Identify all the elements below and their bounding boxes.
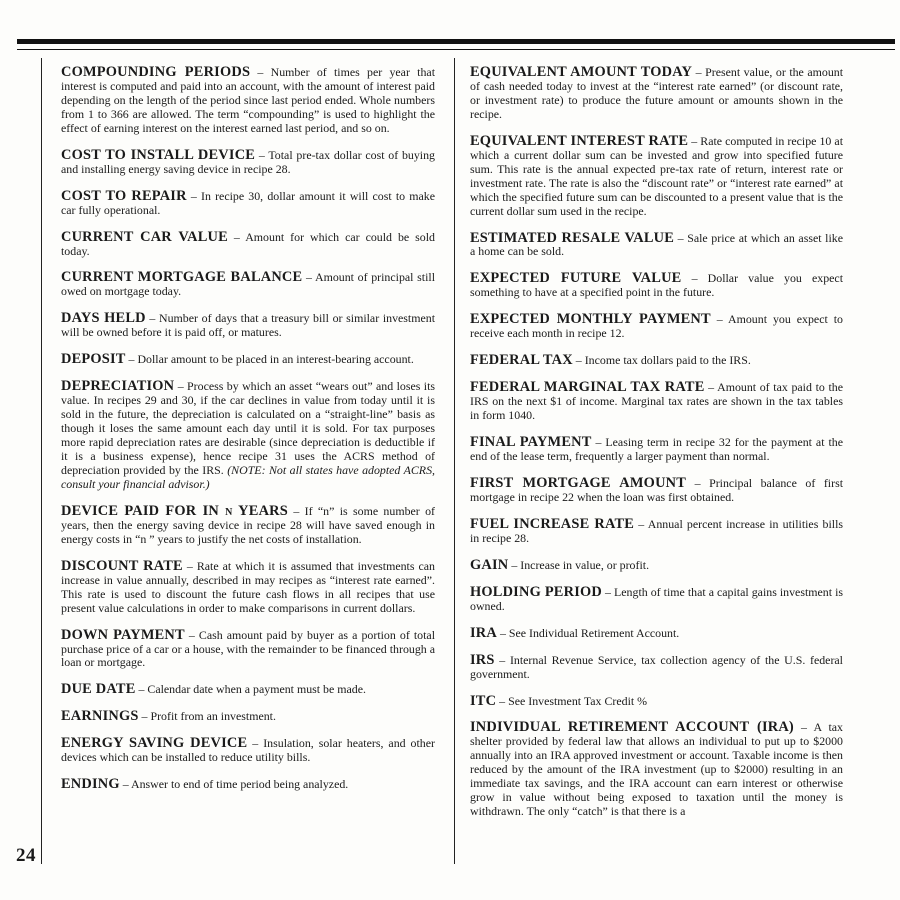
glossary-definition: Increase in value, or profit. bbox=[520, 557, 650, 572]
glossary-entry bbox=[61, 683, 435, 697]
glossary-term: FEDERAL MARGINAL TAX RATE bbox=[470, 379, 705, 396]
glossary-entry bbox=[61, 557, 435, 616]
glossary-definition: Calendar date when a payment must be made. bbox=[147, 682, 366, 697]
term-separator: – bbox=[710, 312, 729, 327]
glossary-term: DUE DATE bbox=[61, 681, 136, 698]
glossary-entry bbox=[61, 66, 435, 136]
glossary-definition: Cash amount paid by buyer as a portion of total purchase price of a car or a house, with the remainder to be financed through a loan or mortgage. bbox=[61, 627, 435, 670]
term-separator: – bbox=[704, 380, 718, 395]
glossary-definition: Income tax dollars paid to the IRS. bbox=[584, 353, 751, 368]
term-separator: – bbox=[125, 352, 138, 367]
term-separator: – bbox=[686, 475, 710, 490]
glossary-entry bbox=[61, 380, 435, 492]
glossary-definition: Amount for which car could be sold today. bbox=[61, 229, 435, 258]
glossary-term: CURRENT CAR VALUE bbox=[61, 228, 228, 245]
glossary-entry bbox=[61, 778, 435, 792]
glossary-entry bbox=[61, 228, 435, 259]
glossary-term: DOWN PAYMENT bbox=[61, 626, 185, 643]
glossary-entry bbox=[470, 229, 843, 260]
glossary-entry bbox=[470, 436, 843, 464]
term-separator: – bbox=[138, 709, 151, 724]
glossary-term: DEPOSIT bbox=[61, 351, 126, 368]
term-separator: – bbox=[145, 311, 160, 326]
glossary-definition: Amount of tax paid to the IRS on the next $1 of income. Marginal tax rates are shown in the tax tables in form 1040. bbox=[470, 380, 844, 423]
glossary-entry bbox=[470, 66, 843, 122]
glossary-definition: In recipe 30, dollar amount it will cost to make car fully operational. bbox=[61, 188, 436, 217]
page-number: 24 bbox=[16, 845, 36, 866]
glossary-definition: Internal Revenue Service, tax collection agency of the U.S. federal government. bbox=[470, 652, 843, 681]
term-separator: – bbox=[692, 65, 706, 79]
glossary-term: EARNINGS bbox=[61, 708, 139, 725]
glossary-term: ENERGY SAVING DEVICE bbox=[61, 735, 248, 752]
glossary-entry bbox=[470, 313, 843, 341]
glossary-entry bbox=[61, 271, 435, 299]
header-rule-thick bbox=[17, 39, 895, 44]
term-separator: – bbox=[496, 693, 509, 708]
glossary-entry bbox=[470, 474, 844, 505]
term-separator: – bbox=[674, 230, 688, 245]
left-glossary-column bbox=[61, 66, 435, 805]
glossary-definition: Profit from an investment. bbox=[150, 709, 276, 724]
glossary-term: FEDERAL TAX bbox=[470, 352, 573, 369]
term-separator: – bbox=[497, 625, 509, 640]
header-rule-thin bbox=[17, 49, 895, 50]
term-separator: – bbox=[681, 271, 708, 286]
term-separator: – bbox=[135, 682, 148, 697]
term-separator: – bbox=[287, 503, 305, 518]
glossary-definition: Rate computed in recipe 10 at which a current dollar sum can be invested and grow into specified future sum. This rate is the annual expected pre-tax rate of return, interest rate or investment rate. The rate is also the “discount rate” or “interest rate earned” at which the specified future sum can be discounted to a present value that is the current dollar sum used in the recipe. bbox=[470, 133, 844, 218]
glossary-entry bbox=[470, 556, 843, 573]
glossary-term: FUEL INCREASE RATE bbox=[470, 515, 635, 532]
glossary-definition: Annual percent increase in utilities bills in recipe 28. bbox=[470, 516, 843, 545]
term-separator: – bbox=[186, 188, 201, 203]
glossary-entry bbox=[61, 626, 435, 671]
glossary-entry bbox=[470, 721, 843, 819]
glossary-definition: Sale price at which an asset like a home can be sold. bbox=[470, 230, 843, 259]
glossary-definition: Principal balance of first mortgage in recipe 22 when the loan was first obtained. bbox=[470, 475, 844, 504]
term-separator: – bbox=[793, 720, 814, 735]
term-separator: – bbox=[174, 379, 188, 394]
glossary-definition: See Individual Retirement Account. bbox=[508, 625, 680, 640]
glossary-definition: Length of time that a capital gains investment is owned. bbox=[470, 584, 843, 613]
glossary-entry bbox=[61, 502, 436, 547]
glossary-entry bbox=[470, 515, 843, 546]
term-separator: – bbox=[255, 147, 269, 162]
glossary-term: EXPECTED FUTURE VALUE bbox=[470, 270, 682, 287]
glossary-term: FINAL PAYMENT bbox=[470, 434, 592, 451]
glossary-definition: Answer to end of time period being analyzed. bbox=[131, 777, 349, 792]
glossary-entry bbox=[470, 692, 843, 709]
term-separator: – bbox=[119, 777, 132, 792]
glossary-definition: Number of days that a treasury bill or similar investment will be owned before it is paid off, or matures. bbox=[61, 311, 436, 340]
glossary-entry bbox=[470, 651, 843, 682]
term-separator: – bbox=[302, 270, 315, 285]
term-separator: – bbox=[250, 65, 271, 79]
glossary-term: IRA bbox=[470, 624, 497, 641]
glossary-entry bbox=[61, 737, 435, 765]
glossary-term: EQUIVALENT AMOUNT TODAY bbox=[470, 64, 693, 80]
left-margin-rule bbox=[41, 58, 42, 864]
glossary-entry bbox=[470, 354, 843, 368]
glossary-definition: Dollar amount to be placed in an interest-bearing account. bbox=[137, 352, 414, 367]
glossary-entry bbox=[61, 710, 435, 724]
glossary-entry bbox=[470, 381, 843, 423]
glossary-term: CURRENT MORTGAGE BALANCE bbox=[61, 269, 303, 286]
glossary-term: IRS bbox=[470, 651, 495, 668]
glossary-definition: Amount you expect to receive each month in recipe 12. bbox=[470, 312, 843, 341]
glossary-definition: If “n” is some number of years, then the energy saving device in recipe 28 will have saved enough in energy costs in “n ” years to justify the net costs of installation. bbox=[61, 503, 436, 546]
right-glossary-column bbox=[470, 66, 843, 832]
glossary-definition: Leasing term in recipe 32 for the payment at the end of the lease term, frequently a larger payment than normal. bbox=[470, 435, 843, 464]
glossary-term: COST TO INSTALL DEVICE bbox=[61, 146, 256, 163]
glossary-definition: Number of times per year that interest is computed and paid into an account, with the amount of interest paid depending on the length of the period since last period ended. Whole numbers from 1 to 366 are allowed. The term “compounding” is used to highlight the effect of earning interest on the interest earned last period, and so on. bbox=[61, 65, 435, 135]
glossary-entry bbox=[61, 146, 435, 177]
glossary-definition: Insulation, solar heaters, and other devices which can be installed to reduce utility bills. bbox=[61, 736, 435, 765]
glossary-term: HOLDING PERIOD bbox=[470, 583, 602, 600]
glossary-definition: See Investment Tax Credit % bbox=[508, 693, 648, 708]
column-divider-rule bbox=[454, 58, 455, 864]
glossary-definition: Dollar value you expect something to have at a specified point in the future. bbox=[470, 271, 843, 300]
glossary-term: ITC bbox=[470, 692, 497, 709]
glossary-definition: Total pre-tax dollar cost of buying and installing energy saving device in recipe 28. bbox=[61, 147, 435, 176]
term-separator: – bbox=[688, 133, 701, 148]
term-separator: – bbox=[508, 557, 521, 572]
glossary-note: (NOTE: Not all states have adopted ACRS, consult your financial advisor.) bbox=[61, 462, 435, 491]
glossary-entry bbox=[470, 272, 843, 300]
term-separator: – bbox=[634, 516, 648, 531]
glossary-term: ENDING bbox=[61, 776, 120, 793]
glossary-term: GAIN bbox=[470, 556, 509, 573]
glossary-term: COST TO REPAIR bbox=[61, 187, 187, 204]
glossary-entry bbox=[61, 187, 436, 218]
term-separator: – bbox=[591, 435, 606, 450]
term-separator: – bbox=[494, 652, 510, 667]
glossary-term: DEVICE PAID FOR IN n YEARS bbox=[61, 502, 288, 519]
glossary-entry bbox=[470, 132, 844, 219]
term-separator: – bbox=[602, 584, 615, 599]
glossary-entry bbox=[61, 312, 435, 340]
glossary-definition: Rate at which it is assumed that investments can increase in value annually, described in may recipes as “interest rate earned”. This rate is used to discount the future cash flows in all recipes that use present value calculations in order to make comparisons in current dollars. bbox=[61, 558, 435, 615]
glossary-term: FIRST MORTGAGE AMOUNT bbox=[470, 474, 687, 491]
glossary-entry bbox=[61, 353, 435, 367]
glossary-definition: Process by which an asset “wears out” and loses its value. In recipes 29 and 30, if the car declines in value from today until it is sold in the future, the depreciation is calculated on a “straight-line” basis as though it loses the same amount each day until it is sold. For tax purposes more rapid depreciation rates are desirable (since depreciation is deductible if it is a business expense), hence recipe 31 uses the ACRS method of depreciation provided by the IRS. bbox=[61, 379, 436, 477]
glossary-term: DAYS HELD bbox=[61, 310, 146, 327]
glossary-term: INDIVIDUAL RETIREMENT ACCOUNT (IRA) bbox=[470, 719, 794, 736]
term-separator: – bbox=[182, 558, 197, 573]
glossary-entry bbox=[470, 624, 843, 641]
glossary-definition: A tax shelter provided by federal law that allows an individual to put up to $2000 annually into an IRA approved investment or account. Taxable income is then reduced by the amount of the IRA investment (up to $2000) resulting in an immediate tax savings, and the IRA account can earn interest or otherwise grow in value without being exposed to taxation until the money is withdrawn. The only “catch” is that there is a bbox=[470, 720, 844, 819]
glossary-definition: Present value, or the amount of cash needed today to invest at the “interest rate earned” (or discount rate, or investment rate) to produce the future amount or amounts shown in the recipe. bbox=[470, 65, 844, 121]
glossary-term: EQUIVALENT INTEREST RATE bbox=[470, 132, 689, 149]
glossary-definition: Amount of principal still owed on mortgage today. bbox=[61, 270, 436, 299]
term-separator: – bbox=[247, 736, 264, 751]
term-separator: – bbox=[184, 627, 199, 642]
glossary-term: EXPECTED MONTHLY PAYMENT bbox=[470, 311, 711, 328]
glossary-entry bbox=[470, 583, 843, 614]
glossary-term: COMPOUNDING PERIODS bbox=[61, 64, 251, 80]
term-separator: – bbox=[227, 229, 246, 244]
glossary-term: DISCOUNT RATE bbox=[61, 557, 183, 574]
glossary-term: DEPRECIATION bbox=[61, 378, 175, 395]
term-separator: – bbox=[572, 353, 585, 368]
glossary-term: ESTIMATED RESALE VALUE bbox=[470, 229, 675, 246]
